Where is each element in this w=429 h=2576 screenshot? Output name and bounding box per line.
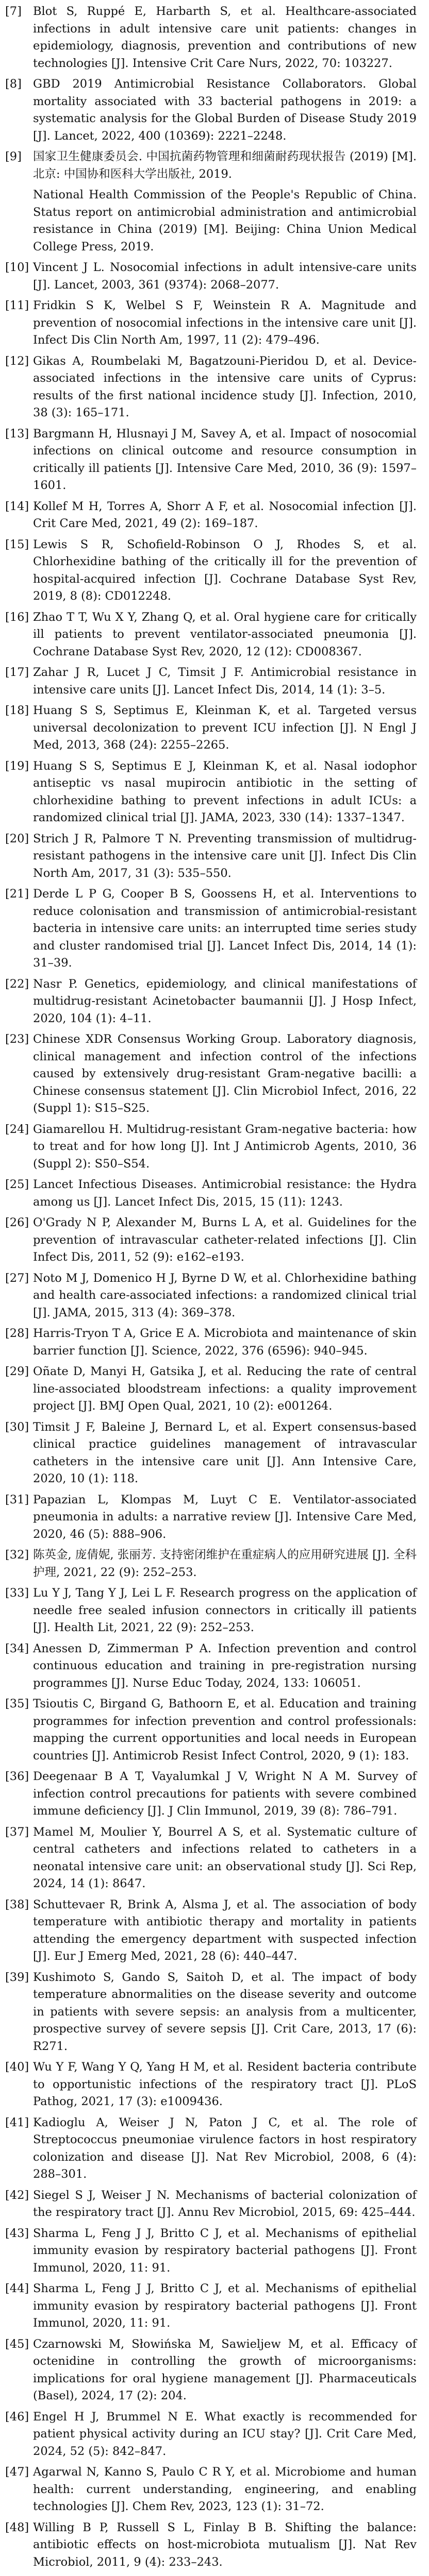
reference-number: [13]: [5, 427, 29, 440]
reference-number: [39]: [5, 1970, 29, 1984]
reference-text: Siegel S J, Weiser J N. Mechanisms of bacterial colonization of the respiratory tract [J]. Annu Rev Microbiol, 2015, 69: 425–444.: [33, 2188, 417, 2219]
reference-item: [5, 498, 417, 533]
reference-item: [5, 148, 417, 183]
reference-item: [5, 609, 417, 661]
reference-number: [8]: [5, 77, 22, 91]
reference-number: [20]: [5, 832, 29, 845]
reference-number: [43]: [5, 2226, 29, 2240]
reference-number: [22]: [5, 977, 29, 991]
reference-text: Strich J R, Palmore T N. Preventing transmission of multidrug-resistant pathogens in the intensive care unit [J]. Infect Dis Clin North Am, 2017, 31 (3): 535–550.: [33, 832, 417, 880]
reference-item: [5, 664, 417, 699]
reference-number: [37]: [5, 1825, 29, 1839]
reference-text: 国家卫生健康委员会. 中国抗菌药物管理和细菌耐药现状报告 (2019) [M]. 北京: 中国协和医科大学出版社, 2019.: [33, 150, 417, 181]
reference-item: [5, 426, 417, 495]
reference-number: [41]: [5, 2115, 29, 2129]
reference-item: [5, 758, 417, 827]
reference-text: Engel H J, Brummel N E. What exactly is recommended for patient physical activity during an ICU stay? [J]. Crit Care Med, 2024, 52 (5): 842–847.: [33, 2410, 417, 2458]
reference-text: National Health Commission of the People's Republic of China. Status report on antimicrobial administration and antimicrobial resistance in China (2019) [M]. Beijing: China Union Medical College Press, 2019.: [33, 188, 417, 253]
reference-number: [35]: [5, 1697, 29, 1710]
reference-item: [5, 976, 417, 1028]
reference-number: [46]: [5, 2410, 29, 2424]
reference-number: [44]: [5, 2282, 29, 2295]
reference-number: [26]: [5, 1216, 29, 1229]
reference-number: [38]: [5, 1897, 29, 1911]
reference-text: Papazian L, Klompas M, Luyt C E. Ventilator-associated pneumonia in adults: a narrative review [J]. Intensive Care Med, 2020, 46 (5): 888–906.: [33, 1493, 417, 1541]
reference-text: Lewis S R, Schofield-Robinson O J, Rhodes S, et al. Chlorhexidine bathing of the critically ill for the prevention of hospital-acquired infection [J]. Cochrane Database Syst Rev, 2019, 8 (8): CD012248.: [33, 537, 417, 603]
reference-text: Tsioutis C, Birgand G, Bathoorn E, et al. Education and training programmes for infection prevention and control professionals: mapping the current opportunities and local needs in European countries [J]. Antimicrob Resist Infect Control, 2020, 9 (1): 183.: [33, 1697, 417, 1762]
reference-number: [14]: [5, 499, 29, 513]
reference-text: Fridkin S K, Welbel S F, Weinstein R A. Magnitude and prevention of nosocomial infections in the intensive care unit [J]. Infect Dis Clin North Am, 1997, 11 (2): 479–496.: [33, 299, 417, 347]
reference-text: Deegenaar B A T, Vayalumkal J V, Wright N A M. Survey of infection control precautions for patients with severe combined immune deficiency [J]. J Clin Immunol, 2019, 39 (8): 786–791.: [33, 1770, 417, 1818]
reference-item: [5, 2336, 417, 2405]
reference-item: [5, 2409, 417, 2461]
reference-text: Harris-Tryon T A, Grice E A. Microbiota and maintenance of skin barrier function [J]. Science, 2022, 376 (6596): 940–945.: [33, 1327, 417, 1358]
reference-item: [5, 2114, 417, 2183]
reference-item: [5, 1176, 417, 1211]
reference-item: [5, 1363, 417, 1415]
reference-text: Anessen D, Zimmerman P A. Infection prevention and control continuous education and training in pre-registration nursing programmes [J]. Nurse Educ Today, 2024, 133: 106051.: [33, 1641, 417, 1690]
reference-text: Agarwal N, Kanno S, Paulo C R Y, et al. Microbiome and human health: current understanding, engineering, and enabling technologies [J]. Chem Rev, 2023, 123 (1): 31–72.: [33, 2465, 417, 2513]
reference-number: [16]: [5, 610, 29, 624]
reference-item: [5, 353, 417, 422]
reference-number: [27]: [5, 1271, 29, 1285]
reference-item: [5, 2059, 417, 2111]
reference-item: [5, 2464, 417, 2516]
reference-number: [9]: [5, 150, 22, 163]
reference-number: [40]: [5, 2060, 29, 2074]
reference-number: [11]: [5, 299, 29, 312]
reference-text: Lancet Infectious Diseases. Antimicrobial resistance: the Hydra among us [J]. Lancet Infect Dis, 2015, 15 (11): 1243.: [33, 1178, 417, 1209]
reference-number: [42]: [5, 2188, 29, 2202]
reference-item: [5, 1214, 417, 1266]
reference-item: [5, 1031, 417, 1117]
reference-item: [5, 1547, 417, 1581]
reference-number: [21]: [5, 887, 29, 901]
reference-number: [28]: [5, 1327, 29, 1340]
reference-number: [17]: [5, 666, 29, 679]
reference-text: Nasr P. Genetics, epidemiology, and clinical manifestations of multidrug-resistant Acinetobacter baumannii [J]. J Hosp Infect, 2020, 104 (1): 4–11.: [33, 977, 417, 1025]
reference-text: Vincent J L. Nosocomial infections in adult intensive-care units [J]. Lancet, 2003, 361 (9374): 2068–2077.: [33, 261, 417, 292]
reference-text: Derde L P G, Cooper B S, Goossens H, et al. Interventions to reduce colonisation and transmission of antimicrobial-resistant bacteria in intensive care units: an interrupted time series study and cluster randomised trial [J]. Lancet Infect Dis, 2014, 14 (1): 31–39.: [33, 887, 417, 970]
reference-text: Giamarellou H. Multidrug-resistant Gram-negative bacteria: how to treat and for how long [J]. Int J Antimicrob Agents, 2010, 36 (Suppl 2): S50–S54.: [33, 1122, 417, 1171]
reference-item: [5, 1121, 417, 1173]
reference-item: [5, 259, 417, 294]
reference-number: [30]: [5, 1420, 29, 1434]
reference-item: [5, 2187, 417, 2222]
reference-text: Oñate D, Manyi H, Gatsika J, et al. Reducing the rate of central line-associated bloodstream infections: a quality improvement project [J]. BMJ Open Qual, 2021, 10 (2): e001264.: [33, 1365, 417, 1413]
reference-text: Zahar J R, Lucet J C, Timsit J F. Antimicrobial resistance in intensive care units [J]. Lancet Infect Dis, 2014, 14 (1): 3–5.: [33, 666, 417, 697]
reference-item: [5, 1270, 417, 1322]
reference-number: [33]: [5, 1586, 29, 1600]
reference-number: [25]: [5, 1178, 29, 1191]
reference-text: GBD 2019 Antimicrobial Resistance Collaborators. Global mortality associated with 33 bacterial pathogens in 2019: a systematic analysis for the Global Burden of Disease Study 2019 [J]. Lancet, 2022, 400 (10369): 2221–2248.: [33, 77, 417, 143]
reference-text: Czarnowski M, Słowińska M, Sawieljew M, et al. Efficacy of octenidine in controlling the growth of microorganisms: implications for oral hygiene management [J]. Pharmaceuticals (Basel), 2024, 17 (2): 204.: [33, 2337, 417, 2402]
reference-text: Willing B P, Russell S L, Finlay B B. Shifting the balance: antibiotic effects on host-microbiota mutualism [J]. Nat Rev Microbiol, 2011, 9 (4): 233–243.: [33, 2520, 417, 2569]
reference-number: [12]: [5, 354, 29, 368]
reference-number: [29]: [5, 1365, 29, 1378]
reference-item: [5, 2519, 417, 2571]
reference-item: [5, 3, 417, 72]
reference-number: [34]: [5, 1641, 29, 1655]
reference-text: Sharma L, Feng J J, Britto C J, et al. Mechanisms of epithelial immunity evasion by respiratory bacterial pathogens [J]. Front Immunol, 2020, 11: 91.: [33, 2282, 417, 2330]
reference-text: Kollef M H, Torres A, Shorr A F, et al. Nosocomial infection [J]. Crit Care Med, 2021, 49 (2): 169–187.: [33, 499, 417, 530]
reference-text: Bargmann H, Hlusnayi J M, Savey A, et al. Impact of nosocomial infections on clinical outcome and resource consumption in critically ill patients [J]. Intensive Care Med, 2010, 36 (9): 1597–1601.: [33, 427, 417, 492]
reference-text: Chinese XDR Consensus Working Group. Laboratory diagnosis, clinical management and infection control of the infections caused by extensively drug-resistant Gram-negative bacilli: a Chinese consensus statement [J]. Clin Microbiol Infect, 2016, 22 (Suppl 1): S15–S25.: [33, 1032, 417, 1115]
reference-text: Blot S, Ruppé E, Harbarth S, et al. Healthcare-associated infections in adult intensive care unit patients: changes in epidemiology, diagnosis, prevention and contributions of new technologies [J]. Intensive Crit Care Nurs, 2022, 70: 103227.: [33, 5, 417, 70]
reference-item: [5, 886, 417, 972]
reference-number: [32]: [5, 1548, 29, 1562]
reference-item: [5, 187, 417, 256]
reference-item: [5, 1419, 417, 1488]
reference-number: [47]: [5, 2465, 29, 2479]
reference-number: [7]: [5, 5, 22, 18]
reference-text: Lu Y J, Tang Y J, Lei L F. Research progress on the application of needle free sealed infusion connectors in critically ill patients [J]. Health Lit, 2021, 22 (9): 252–253.: [33, 1586, 417, 1634]
reference-text: Gikas A, Roumbelaki M, Bagatzouni-Pieridou D, et al. Device-associated infections in the intensive care units of Cyprus: results of the first national incidence study [J]. Infection, 2010, 38 (3): 165–171.: [33, 354, 417, 419]
reference-number: [24]: [5, 1122, 29, 1136]
reference-item: [5, 1640, 417, 1692]
reference-text: Mamel M, Moulier Y, Bourrel A S, et al. Systematic culture of central catheters and infections related to catheters in a neonatal intensive care unit: an observational study [J]. Sci Rep, 2024, 14 (1): 8647.: [33, 1825, 417, 1890]
reference-item: [5, 297, 417, 349]
reference-item: [5, 76, 417, 145]
reference-item: [5, 831, 417, 883]
reference-text: Huang S S, Septimus E, Kleinman K, et al. Targeted versus universal decolonization to prevent ICU infection [J]. N Engl J Med, 2013, 368 (24): 2255–2265.: [33, 704, 417, 752]
reference-item: [5, 1492, 417, 1544]
reference-item: [5, 536, 417, 605]
reference-text: Noto M J, Domenico H J, Byrne D W, et al. Chlorhexidine bathing and health care-associated infections: a randomized clinical trial [J]. JAMA, 2015, 313 (4): 369–378.: [33, 1271, 417, 1319]
reference-text: Timsit J F, Baleine J, Bernard L, et al. Expert consensus-based clinical practice guidelines management of intravascular catheters in the intensive care unit [J]. Ann Intensive Care, 2020, 10 (1): 118.: [33, 1420, 417, 1485]
reference-number: [10]: [5, 261, 29, 274]
reference-text: Kadioglu A, Weiser J N, Paton J C, et al. The role of Streptococcus pneumoniae virulence factors in host respiratory colonization and disease [J]. Nat Rev Microbiol, 2008, 6 (4): 288–301.: [33, 2115, 417, 2181]
reference-text: Wu Y F, Wang Y Q, Yang H M, et al. Resident bacteria contribute to opportunistic infections of the respiratory tract [J]. PLoS Pathog, 2021, 17 (3): e1009436.: [33, 2060, 417, 2108]
reference-number: [23]: [5, 1032, 29, 1046]
reference-text: O'Grady N P, Alexander M, Burns L A, et al. Guidelines for the prevention of intravascular catheter-related infections [J]. Clin Infect Dis, 2011, 52 (9): e162–e193.: [33, 1216, 417, 1264]
reference-item: [5, 1696, 417, 1765]
reference-item: [5, 1585, 417, 1637]
reference-text: Kushimoto S, Gando S, Saitoh D, et al. The impact of body temperature abnormalities on the disease severity and outcome in patients with severe sepsis: an analysis from a multicenter, prospective survey of severe sepsis [J]. Crit Care, 2013, 17 (6): R271.: [33, 1970, 417, 2053]
reference-number: [45]: [5, 2337, 29, 2351]
reference-item: [5, 2225, 417, 2277]
reference-item: [5, 702, 417, 754]
reference-number: [18]: [5, 704, 29, 717]
reference-number: [31]: [5, 1493, 29, 1506]
reference-text: Sharma L, Feng J J, Britto C J, et al. Mechanisms of epithelial immunity evasion by respiratory bacterial pathogens [J]. Front Immunol, 2020, 11: 91.: [33, 2226, 417, 2275]
reference-number: [36]: [5, 1770, 29, 1783]
reference-number: [19]: [5, 759, 29, 773]
reference-number: [48]: [5, 2520, 29, 2534]
reference-text: Zhao T T, Wu X Y, Zhang Q, et al. Oral hygiene care for critically ill patients to prevent ventilator-associated pneumonia [J]. Cochrane Database Syst Rev, 2020, 12 (12): CD008367.: [33, 610, 417, 658]
reference-item: [5, 2280, 417, 2332]
reference-item: [5, 1969, 417, 2056]
reference-item: [5, 1768, 417, 1820]
reference-text: Schuttevaer R, Brink A, Alsma J, et al. The association of body temperature with antibiotic therapy and mortality in patients attending the emergency department with suspected infection [J]. Eur J Emerg Med, 2021, 28 (6): 440–447.: [33, 1897, 417, 1963]
reference-text: Huang S S, Septimus E J, Kleinman K, et al. Nasal iodophor antiseptic vs nasal mupirocin antibiotic in the setting of chlorhexidine bathing to prevent infections in adult ICUs: a randomized clinical trial [J]. JAMA, 2023, 330 (14): 1337–1347.: [33, 759, 417, 824]
reference-item: [5, 1896, 417, 1965]
reference-item: [5, 1824, 417, 1893]
reference-item: [5, 1325, 417, 1360]
reference-number: [15]: [5, 537, 29, 551]
reference-text: 陈英金, 庞倩妮, 张丽芳. 支持密闭维护在重症病人的应用研究进展 [J]. 全科护理, 2021, 22 (9): 252–253.: [33, 1548, 417, 1579]
